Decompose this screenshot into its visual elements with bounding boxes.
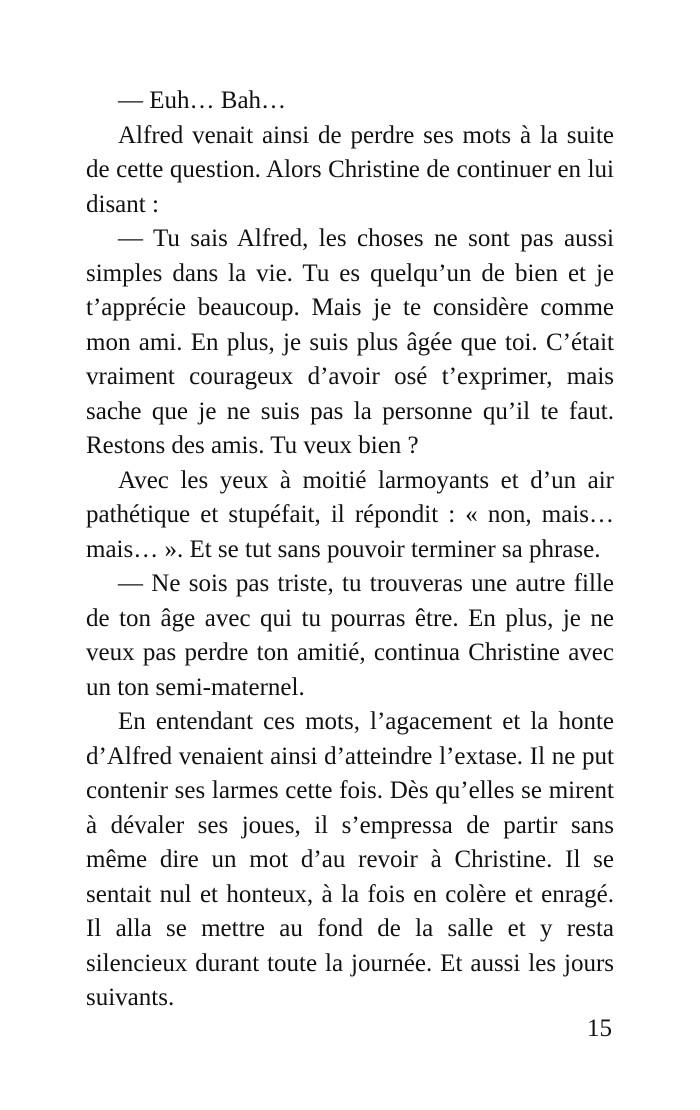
paragraph-dialogue-consolation: — Ne sois pas triste, tu trouveras une autre fille de ton âge avec qui tu pourras être. En plus, je ne veux pas perdre ton amitié, continua Christine avec un ton semi-maternel. bbox=[86, 570, 614, 701]
paragraph-narration: Alfred venait ainsi de perdre ses mots à la suite de cette question. Alors Christine de continuer en lui disant : bbox=[86, 121, 614, 218]
paragraph-narration-reaction: Avec les yeux à moitié larmoyants et d’un air pathétique et stupéfait, il répondit : « non, mais… mais… ». Et se tut sans pouvoir terminer sa phrase. bbox=[86, 466, 614, 563]
paragraph-dialogue-christine: — Tu sais Alfred, les choses ne sont pas aussi simples dans la vie. Tu es quelqu’un de bien et je t’apprécie beaucoup. Mais je te considère comme mon ami. En plus, je suis plus âgée que toi. C’était vraiment courageux d’avoir osé t’exprimer, mais sache que je ne suis pas la personne qu’il te faut. Restons des amis. Tu veux bien ? bbox=[86, 225, 614, 459]
body-text bbox=[86, 84, 614, 1016]
paragraph-narration-ending: En entendant ces mots, l’agacement et la honte d’Alfred venaient ainsi d’atteindre l’extase. Il ne put contenir ses larmes cette fois. Dès qu’elles se mirent à dévaler ses joues, il s’empressa de partir sans même dire un mot d’au revoir à Christine. Il se sentait nul et honteux, à la fois en colère et enragé. Il alla se mettre au fond de la salle et y resta silencieux durant toute la journée. Et aussi les jours suivants. bbox=[86, 708, 614, 1011]
paragraph-dialogue-hesitation: — Euh… Bah… bbox=[118, 87, 287, 114]
page-number: 15 bbox=[587, 1015, 612, 1042]
